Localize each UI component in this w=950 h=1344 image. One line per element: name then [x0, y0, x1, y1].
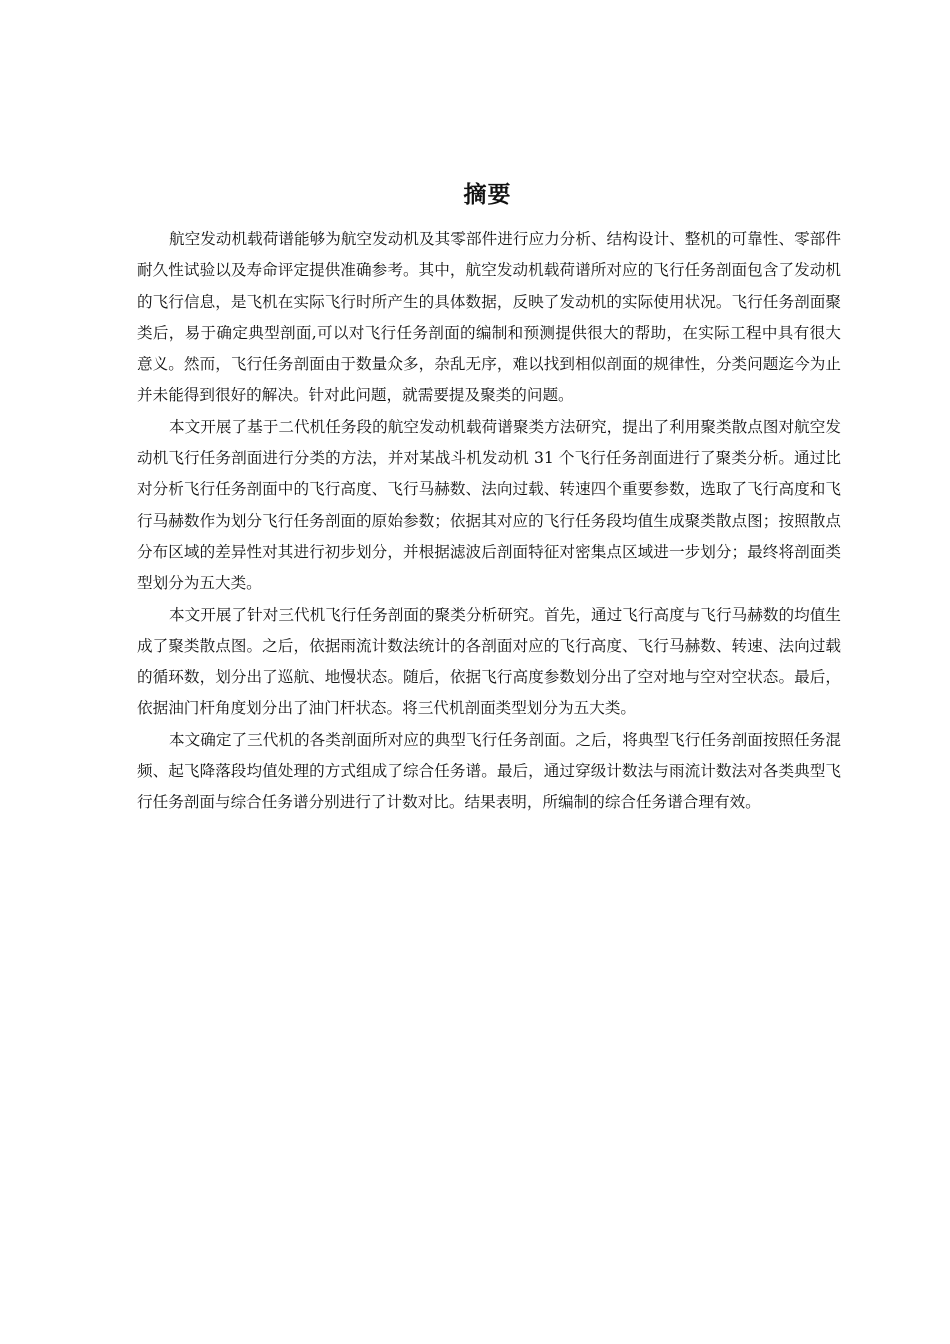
abstract-body	[137, 224, 841, 819]
abstract-paragraph-4: 本文确定了三代机的各类剖面所对应的典型飞行任务剖面。之后，将典型飞行任务剖面按照任务混频、起飞降落段均值处理的方式组成了综合任务谱。最后，通过穿级计数法与雨流计数法对各类典型飞行任务剖面与综合任务谱分别进行了计数对比。结果表明，所编制的综合任务谱合理有效。	[137, 730, 841, 812]
abstract-paragraph-1: 航空发动机载荷谱能够为航空发动机及其零部件进行应力分析、结构设计、整机的可靠性、零部件耐久性试验以及寿命评定提供准确参考。其中，航空发动机载荷谱所对应的飞行任务剖面包含了发动机的飞行信息，是飞机在实际飞行时所产生的具体数据，反映了发动机的实际使用状况。飞行任务剖面聚类后，易于确定典型剖面,可以对飞行任务剖面的编制和预测提供很大的帮助，在实际工程中具有很大意义。然而，飞行任务剖面由于数量众多，杂乱无序，难以找到相似剖面的规律性，分类问题迄今为止并未能得到很好的解决。针对此问题，就需要提及聚类的问题。	[137, 230, 841, 405]
abstract-paragraph-3: 本文开展了针对三代机飞行任务剖面的聚类分析研究。首先，通过飞行高度与飞行马赫数的均值生成了聚类散点图。之后，依据雨流计数法统计的各剖面对应的飞行高度、飞行马赫数、转速、法向过载的循环数，划分出了巡航、地慢状态。随后，依据飞行高度参数划分出了空对地与空对空状态。最后，依据油门杆角度划分出了油门杆状态。将三代机剖面类型划分为五大类。	[137, 605, 841, 718]
abstract-title: 摘要	[463, 182, 512, 208]
abstract-paragraph-2: 本文开展了基于二代机任务段的航空发动机载荷谱聚类方法研究，提出了利用聚类散点图对航空发动机飞行任务剖面进行分类的方法，并对某战斗机发动机 31 个飞行任务剖面进行了聚类分析。通过比对分析飞行任务剖面中的飞行高度、飞行马赫数、法向过载、转速四个重要参数，选取了飞行高度和飞行马赫数作为划分飞行任务剖面的原始参数；依据其对应的飞行任务段均值生成聚类散点图；按照散点分布区域的差异性对其进行初步划分，并根据滤波后剖面特征对密集点区域进一步划分；最终将剖面类型划分为五大类。	[137, 417, 841, 593]
